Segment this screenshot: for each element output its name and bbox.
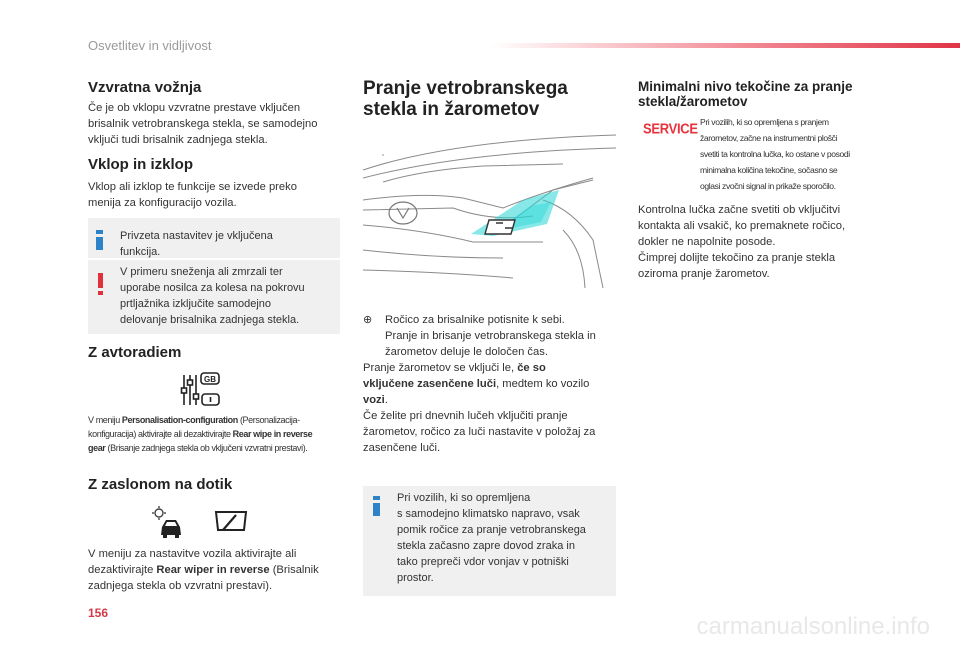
info-icon	[373, 496, 380, 516]
text-line: zadnjega stekla ob vzvratni prestavi).	[88, 580, 273, 592]
headlamp-washer-illustration	[363, 130, 616, 288]
text-line	[363, 392, 623, 408]
text-line: minimalna količina tekočine, sočasno se	[700, 165, 838, 175]
page-number: 156	[88, 606, 109, 620]
touchscreen-title: Z zaslonom na dotik	[88, 476, 233, 493]
text-line: svetiti ta kontrolna lučka, ko ostane v posodi	[700, 149, 850, 159]
text-line: zasenčene luči.	[363, 442, 441, 454]
note-line: funkcija.	[120, 246, 161, 258]
note-line: stekla začasno zapre dovod zraka in	[397, 540, 575, 552]
audio-instructions	[88, 413, 358, 455]
text-fragment: .	[384, 394, 388, 406]
text-line	[88, 413, 358, 427]
text-line: Vklop ali izklop te funkcije se izvede preko	[88, 181, 297, 193]
min-fluid-title	[638, 79, 853, 109]
text-line: dokler ne napolnite posode.	[638, 236, 776, 248]
emphasis: vozi	[363, 394, 385, 406]
settings-sliders-icon	[180, 372, 222, 408]
text-line: Pranje in brisanje vetrobranskega stekla in	[385, 330, 596, 342]
text-line	[88, 562, 348, 578]
text-fragment: (Personalizacija-	[237, 415, 300, 425]
text-line: vključi tudi brisalnik zadnjega stekla.	[88, 134, 268, 146]
text-line: V meniju za nastavitve vozila aktivirajte ali	[88, 548, 297, 560]
text-line: brisalnik vetrobranskega stekla, se samodejno	[88, 118, 318, 130]
emphasis: vključene zasenčene luči	[363, 378, 497, 390]
setting-name: Rear wiper in reverse	[156, 564, 270, 576]
text-line: Pri vozilih, ki so opremljena s pranjem	[700, 117, 829, 127]
text-fragment: (Brisalnik	[269, 564, 319, 576]
text-fragment: Ročico za brisalnike potisnite k sebi.	[385, 314, 565, 326]
text-line	[88, 427, 358, 441]
emphasis: če so	[517, 362, 546, 374]
title-line: stekla in žarometov	[363, 99, 540, 120]
text-fragment: konfiguracija) aktivirajte ali dezaktivirajte	[88, 429, 233, 439]
reverse-gear-text	[88, 100, 317, 148]
pull-lever-icon: ⊕	[363, 314, 373, 326]
text-line: Če je ob vklopu vzvratne prestave vključen	[88, 102, 301, 114]
note-line: prtljažnika izklјučite samodejno	[120, 298, 272, 310]
title-line: Minimalni nivo tekočine za pranje	[638, 79, 853, 94]
rear-wiper-icon	[214, 508, 248, 534]
note-line: delovanje brisalnika zadnjega stekla.	[120, 314, 300, 326]
watermark: carmanualsonline.info	[696, 613, 930, 640]
text-line: Čimprej dolijte tekočino za pranje stekla	[638, 252, 836, 264]
warning-icon	[98, 273, 103, 295]
info-icon	[96, 230, 103, 250]
bullet-line	[363, 312, 623, 328]
text-line: Če želite pri dnevnih lučeh vključiti pranje	[363, 410, 568, 422]
info-note-default	[88, 218, 340, 258]
note-line: prostor.	[397, 572, 434, 584]
note-line: Privzeta nastavitev je vključena	[120, 230, 273, 242]
note-line: uporabe nosilca za kolesa na pokrovu	[120, 282, 305, 294]
service-warning-icon: SERVICE	[643, 119, 698, 138]
touchscreen-text	[88, 546, 348, 594]
text-fragment: , medtem ko vozilo	[496, 378, 590, 390]
text-line	[363, 376, 623, 392]
text-fragment: Pranje žarometov se vključi le,	[363, 362, 518, 374]
fluid-level-text	[638, 202, 898, 282]
note-line: Pri vozilih, ki so opremljena	[397, 492, 531, 504]
text-line	[88, 441, 358, 455]
text-fragment: (Brisanje zadnjega stekla ob vključeni vzvratni prestavi).	[105, 443, 308, 453]
text-fragment: dezaktivirajte	[88, 564, 157, 576]
text-line: oziroma pranje žarometov.	[638, 268, 770, 280]
header-accent-bar	[490, 43, 960, 48]
audio-system-title: Z avtoradiem	[88, 344, 182, 361]
setting-name: gear	[88, 443, 106, 453]
title-line: stekla/žarometov	[638, 94, 748, 109]
washer-instructions	[363, 312, 623, 456]
text-line: žarometov, začne na instrumentni plošči	[700, 133, 838, 143]
text-fragment: V meniju	[88, 415, 122, 425]
service-light-text	[700, 114, 900, 194]
reverse-gear-title: Vzvratna vožnja	[88, 79, 202, 96]
menu-name: Personalisation-configuration	[121, 415, 238, 425]
info-note-climate	[363, 486, 616, 596]
text-line: žarometov, ročico za luči nastavite v položaj za	[363, 426, 596, 438]
on-off-title: Vklop in izklop	[88, 156, 194, 173]
note-line: pomik ročice za pranje vetrobranskega	[397, 524, 586, 536]
text-line: žarometov deluje le določen čas.	[385, 346, 548, 358]
section-header: Osvetlitev in vidljivost	[88, 38, 212, 53]
text-line: oglasi zvočni signal in prikaže sporočilo.	[700, 181, 836, 191]
note-line: s samodejno klimatsko napravo, vsak	[397, 508, 580, 520]
vehicle-settings-icon	[150, 505, 188, 539]
text-line: kontakta ali vsakič, ko premaknete ročico,	[638, 220, 846, 232]
language-badge: GB	[204, 375, 216, 384]
note-line: tako prepreči vdor vonjav v potniški	[397, 556, 569, 568]
title-line: Pranje vetrobranskega	[363, 78, 568, 99]
washer-title	[363, 78, 568, 120]
warning-note-snow	[88, 260, 340, 334]
text-line	[363, 360, 623, 376]
setting-name: Rear wipe in reverse	[232, 429, 313, 439]
text-line: Kontrolna lučka začne svetiti ob vključitvi	[638, 204, 841, 216]
note-line: V primeru sneženja ali zmrzali ter	[120, 266, 283, 278]
text-line: menija za konfiguracijo vozila.	[88, 197, 237, 209]
on-off-text	[88, 179, 297, 211]
